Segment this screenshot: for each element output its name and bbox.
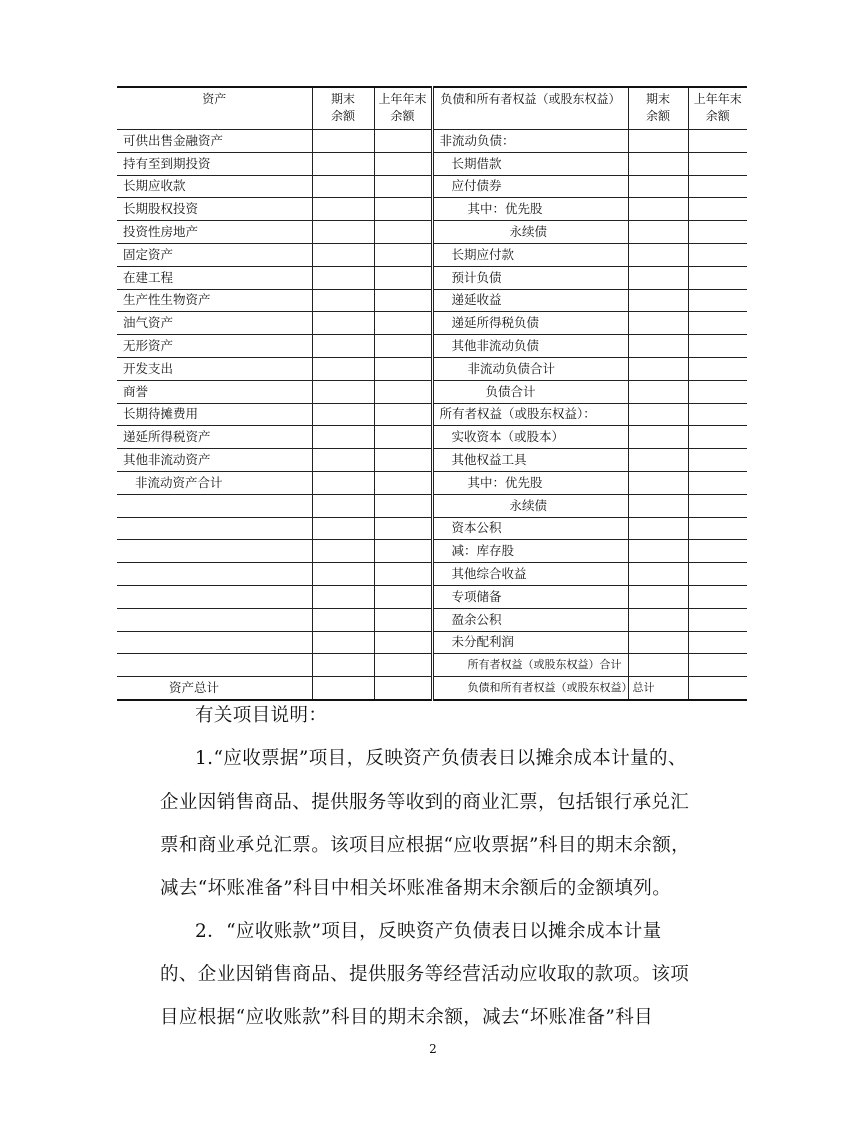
asset-end-value xyxy=(312,175,374,198)
table-row xyxy=(117,130,747,153)
liability-label: 专项储备 xyxy=(432,585,628,608)
liability-end-value xyxy=(628,357,688,380)
liability-begin-value xyxy=(688,517,747,540)
table-row xyxy=(117,266,747,289)
liability-end-value xyxy=(628,289,688,312)
asset-end-value xyxy=(312,243,374,266)
asset-begin-value xyxy=(374,357,432,380)
liability-begin-value xyxy=(688,654,747,677)
table-row xyxy=(117,380,747,403)
liability-label: 实收资本（或股本） xyxy=(432,426,628,449)
liability-label: 长期借款 xyxy=(432,152,628,175)
liability-end-value xyxy=(628,380,688,403)
asset-end-value xyxy=(312,266,374,289)
liability-label: 未分配利润 xyxy=(432,631,628,654)
liability-begin-value xyxy=(688,152,747,175)
table-row xyxy=(117,494,747,517)
asset-end-value xyxy=(312,289,374,312)
asset-label: 递延所得税资产 xyxy=(117,426,312,449)
liability-begin-value xyxy=(688,471,747,494)
asset-end-value xyxy=(312,198,374,221)
liability-end-value xyxy=(628,631,688,654)
liability-end-value xyxy=(628,540,688,563)
asset-begin-value xyxy=(374,517,432,540)
header-assets-begin: 上年年末 余额 xyxy=(374,87,432,130)
asset-end-value xyxy=(312,152,374,175)
asset-end-value xyxy=(312,585,374,608)
header-liabilities: 负债和所有者权益（或股东权益） xyxy=(432,87,628,130)
asset-end-value xyxy=(312,563,374,586)
asset-end-value xyxy=(312,471,374,494)
liability-label: 非流动负债合计 xyxy=(432,357,628,380)
asset-label: 生产性生物资产 xyxy=(117,289,312,312)
table-row xyxy=(117,585,747,608)
asset-begin-value xyxy=(374,426,432,449)
header-liab-end: 期末 余额 xyxy=(628,87,688,130)
liability-label: 长期应付款 xyxy=(432,243,628,266)
asset-label: 长期应收款 xyxy=(117,175,312,198)
liability-end-value xyxy=(628,266,688,289)
liability-label: 负债和所有者权益（或股东权益）总计 xyxy=(432,677,628,700)
asset-label: 无形资产 xyxy=(117,335,312,358)
liability-begin-value xyxy=(688,289,747,312)
liability-begin-value xyxy=(688,540,747,563)
table-row xyxy=(117,449,747,472)
liability-begin-value xyxy=(688,312,747,335)
table-row xyxy=(117,198,747,221)
liability-begin-value xyxy=(688,494,747,517)
notes-line: 票和商业承兑汇票。该项目应根据“应收票据”科目的期末余额， xyxy=(160,835,691,856)
notes-line: 2．“应收账款”项目，反映资产负债表日以摊余成本计量 xyxy=(195,921,662,942)
liability-begin-value xyxy=(688,449,747,472)
liability-begin-value xyxy=(688,198,747,221)
liability-label: 其他非流动负债 xyxy=(432,335,628,358)
asset-label xyxy=(117,517,312,540)
asset-begin-value xyxy=(374,540,432,563)
notes-line: 1.“应收票据”项目，反映资产负债表日以摊余成本计量的、 xyxy=(195,748,687,769)
liability-end-value xyxy=(628,198,688,221)
asset-begin-value xyxy=(374,380,432,403)
balance-sheet-table xyxy=(117,86,747,701)
asset-begin-value xyxy=(374,198,432,221)
liability-label: 所有者权益（或股东权益）合计 xyxy=(432,654,628,677)
liability-end-value xyxy=(628,221,688,244)
table-row xyxy=(117,312,747,335)
liability-end-value xyxy=(628,608,688,631)
asset-label: 长期待摊费用 xyxy=(117,403,312,426)
asset-begin-value xyxy=(374,312,432,335)
asset-begin-value xyxy=(374,175,432,198)
table-row xyxy=(117,631,747,654)
asset-label xyxy=(117,585,312,608)
asset-end-value xyxy=(312,631,374,654)
asset-end-value xyxy=(312,426,374,449)
table-row xyxy=(117,677,747,700)
liability-label: 递延所得税负债 xyxy=(432,312,628,335)
liability-begin-value xyxy=(688,335,747,358)
asset-begin-value xyxy=(374,585,432,608)
asset-label: 其他非流动资产 xyxy=(117,449,312,472)
liability-begin-value xyxy=(688,585,747,608)
table-row xyxy=(117,221,747,244)
liability-label: 其中：优先股 xyxy=(432,198,628,221)
table-header-row xyxy=(117,87,747,130)
asset-begin-value xyxy=(374,152,432,175)
table-row xyxy=(117,608,747,631)
liability-begin-value xyxy=(688,243,747,266)
liability-begin-value xyxy=(688,266,747,289)
liability-end-value xyxy=(628,654,688,677)
liability-label: 其中：优先股 xyxy=(432,471,628,494)
asset-begin-value xyxy=(374,403,432,426)
asset-end-value xyxy=(312,654,374,677)
asset-label: 固定资产 xyxy=(117,243,312,266)
asset-label: 油气资产 xyxy=(117,312,312,335)
table-row xyxy=(117,175,747,198)
asset-end-value xyxy=(312,312,374,335)
notes-line: 企业因销售商品、提供服务等收到的商业汇票，包括银行承兑汇 xyxy=(160,792,690,813)
asset-label: 资产总计 xyxy=(117,677,312,700)
liability-label: 应付债券 xyxy=(432,175,628,198)
liability-begin-value xyxy=(688,221,747,244)
table-row xyxy=(117,243,747,266)
liability-begin-value xyxy=(688,608,747,631)
asset-begin-value xyxy=(374,335,432,358)
asset-begin-value xyxy=(374,449,432,472)
asset-label xyxy=(117,631,312,654)
table-row xyxy=(117,540,747,563)
notes-line: 目应根据“应收账款”科目的期末余额，减去“坏账准备”科目 xyxy=(160,1007,654,1028)
asset-label xyxy=(117,494,312,517)
liability-begin-value xyxy=(688,631,747,654)
liability-end-value xyxy=(628,175,688,198)
liability-end-value xyxy=(628,471,688,494)
asset-begin-value xyxy=(374,677,432,700)
table-row xyxy=(117,289,747,312)
asset-begin-value xyxy=(374,266,432,289)
notes-heading: 有关项目说明： xyxy=(195,705,328,726)
asset-begin-value xyxy=(374,471,432,494)
liability-begin-value xyxy=(688,380,747,403)
asset-label xyxy=(117,540,312,563)
asset-label: 持有至到期投资 xyxy=(117,152,312,175)
liability-end-value xyxy=(628,335,688,358)
asset-end-value xyxy=(312,221,374,244)
asset-begin-value xyxy=(374,221,432,244)
table-row xyxy=(117,471,747,494)
liability-end-value xyxy=(628,152,688,175)
liability-label: 非流动负债： xyxy=(432,130,628,153)
table-row xyxy=(117,654,747,677)
table-row xyxy=(117,517,747,540)
table-row xyxy=(117,403,747,426)
liability-end-value xyxy=(628,426,688,449)
liability-label: 减：库存股 xyxy=(432,540,628,563)
asset-label: 在建工程 xyxy=(117,266,312,289)
liability-end-value xyxy=(628,585,688,608)
asset-end-value xyxy=(312,608,374,631)
liability-end-value xyxy=(628,130,688,153)
asset-begin-value xyxy=(374,130,432,153)
liability-end-value xyxy=(628,563,688,586)
asset-begin-value xyxy=(374,654,432,677)
asset-label: 非流动资产合计 xyxy=(117,471,312,494)
asset-begin-value xyxy=(374,563,432,586)
asset-end-value xyxy=(312,130,374,153)
asset-begin-value xyxy=(374,289,432,312)
liability-end-value xyxy=(628,449,688,472)
table-row xyxy=(117,563,747,586)
liability-label: 所有者权益（或股东权益）： xyxy=(432,403,628,426)
liability-begin-value xyxy=(688,130,747,153)
liability-begin-value xyxy=(688,175,747,198)
liability-begin-value xyxy=(688,563,747,586)
liability-end-value xyxy=(628,494,688,517)
liability-end-value xyxy=(628,403,688,426)
liability-end-value xyxy=(628,312,688,335)
liability-end-value xyxy=(628,243,688,266)
asset-end-value xyxy=(312,677,374,700)
asset-begin-value xyxy=(374,608,432,631)
liability-end-value xyxy=(628,517,688,540)
liability-begin-value xyxy=(688,426,747,449)
asset-begin-value xyxy=(374,494,432,517)
liability-begin-value xyxy=(688,403,747,426)
asset-end-value xyxy=(312,357,374,380)
asset-begin-value xyxy=(374,243,432,266)
asset-end-value xyxy=(312,517,374,540)
asset-end-value xyxy=(312,494,374,517)
notes-line: 的、企业因销售商品、提供服务等经营活动应收取的款项。该项 xyxy=(160,964,690,985)
liability-label: 递延收益 xyxy=(432,289,628,312)
asset-label: 长期股权投资 xyxy=(117,198,312,221)
asset-end-value xyxy=(312,380,374,403)
table-row xyxy=(117,426,747,449)
asset-end-value xyxy=(312,540,374,563)
asset-end-value xyxy=(312,449,374,472)
liability-label: 永续债 xyxy=(432,221,628,244)
liability-begin-value xyxy=(688,357,747,380)
header-assets-end: 期末 余额 xyxy=(312,87,374,130)
asset-end-value xyxy=(312,403,374,426)
asset-label xyxy=(117,563,312,586)
asset-begin-value xyxy=(374,631,432,654)
liability-label: 预计负债 xyxy=(432,266,628,289)
liability-label: 永续债 xyxy=(432,494,628,517)
asset-end-value xyxy=(312,335,374,358)
header-assets: 资产 xyxy=(117,87,312,130)
page-number: 2 xyxy=(429,1042,437,1056)
notes-line: 减去“坏账准备”科目中相关坏账准备期末余额后的金额填列。 xyxy=(160,878,672,899)
asset-label: 投资性房地产 xyxy=(117,221,312,244)
asset-label xyxy=(117,654,312,677)
asset-label: 可供出售金融资产 xyxy=(117,130,312,153)
table-row xyxy=(117,357,747,380)
liability-label: 其他权益工具 xyxy=(432,449,628,472)
table-row xyxy=(117,335,747,358)
liability-label: 其他综合收益 xyxy=(432,563,628,586)
asset-label xyxy=(117,608,312,631)
table-row xyxy=(117,152,747,175)
liability-label: 负债合计 xyxy=(432,380,628,403)
liability-begin-value xyxy=(688,677,747,700)
liability-label: 资本公积 xyxy=(432,517,628,540)
header-liab-begin: 上年年末 余额 xyxy=(688,87,747,130)
asset-label: 开发支出 xyxy=(117,357,312,380)
asset-label: 商誉 xyxy=(117,380,312,403)
liability-label: 盈余公积 xyxy=(432,608,628,631)
